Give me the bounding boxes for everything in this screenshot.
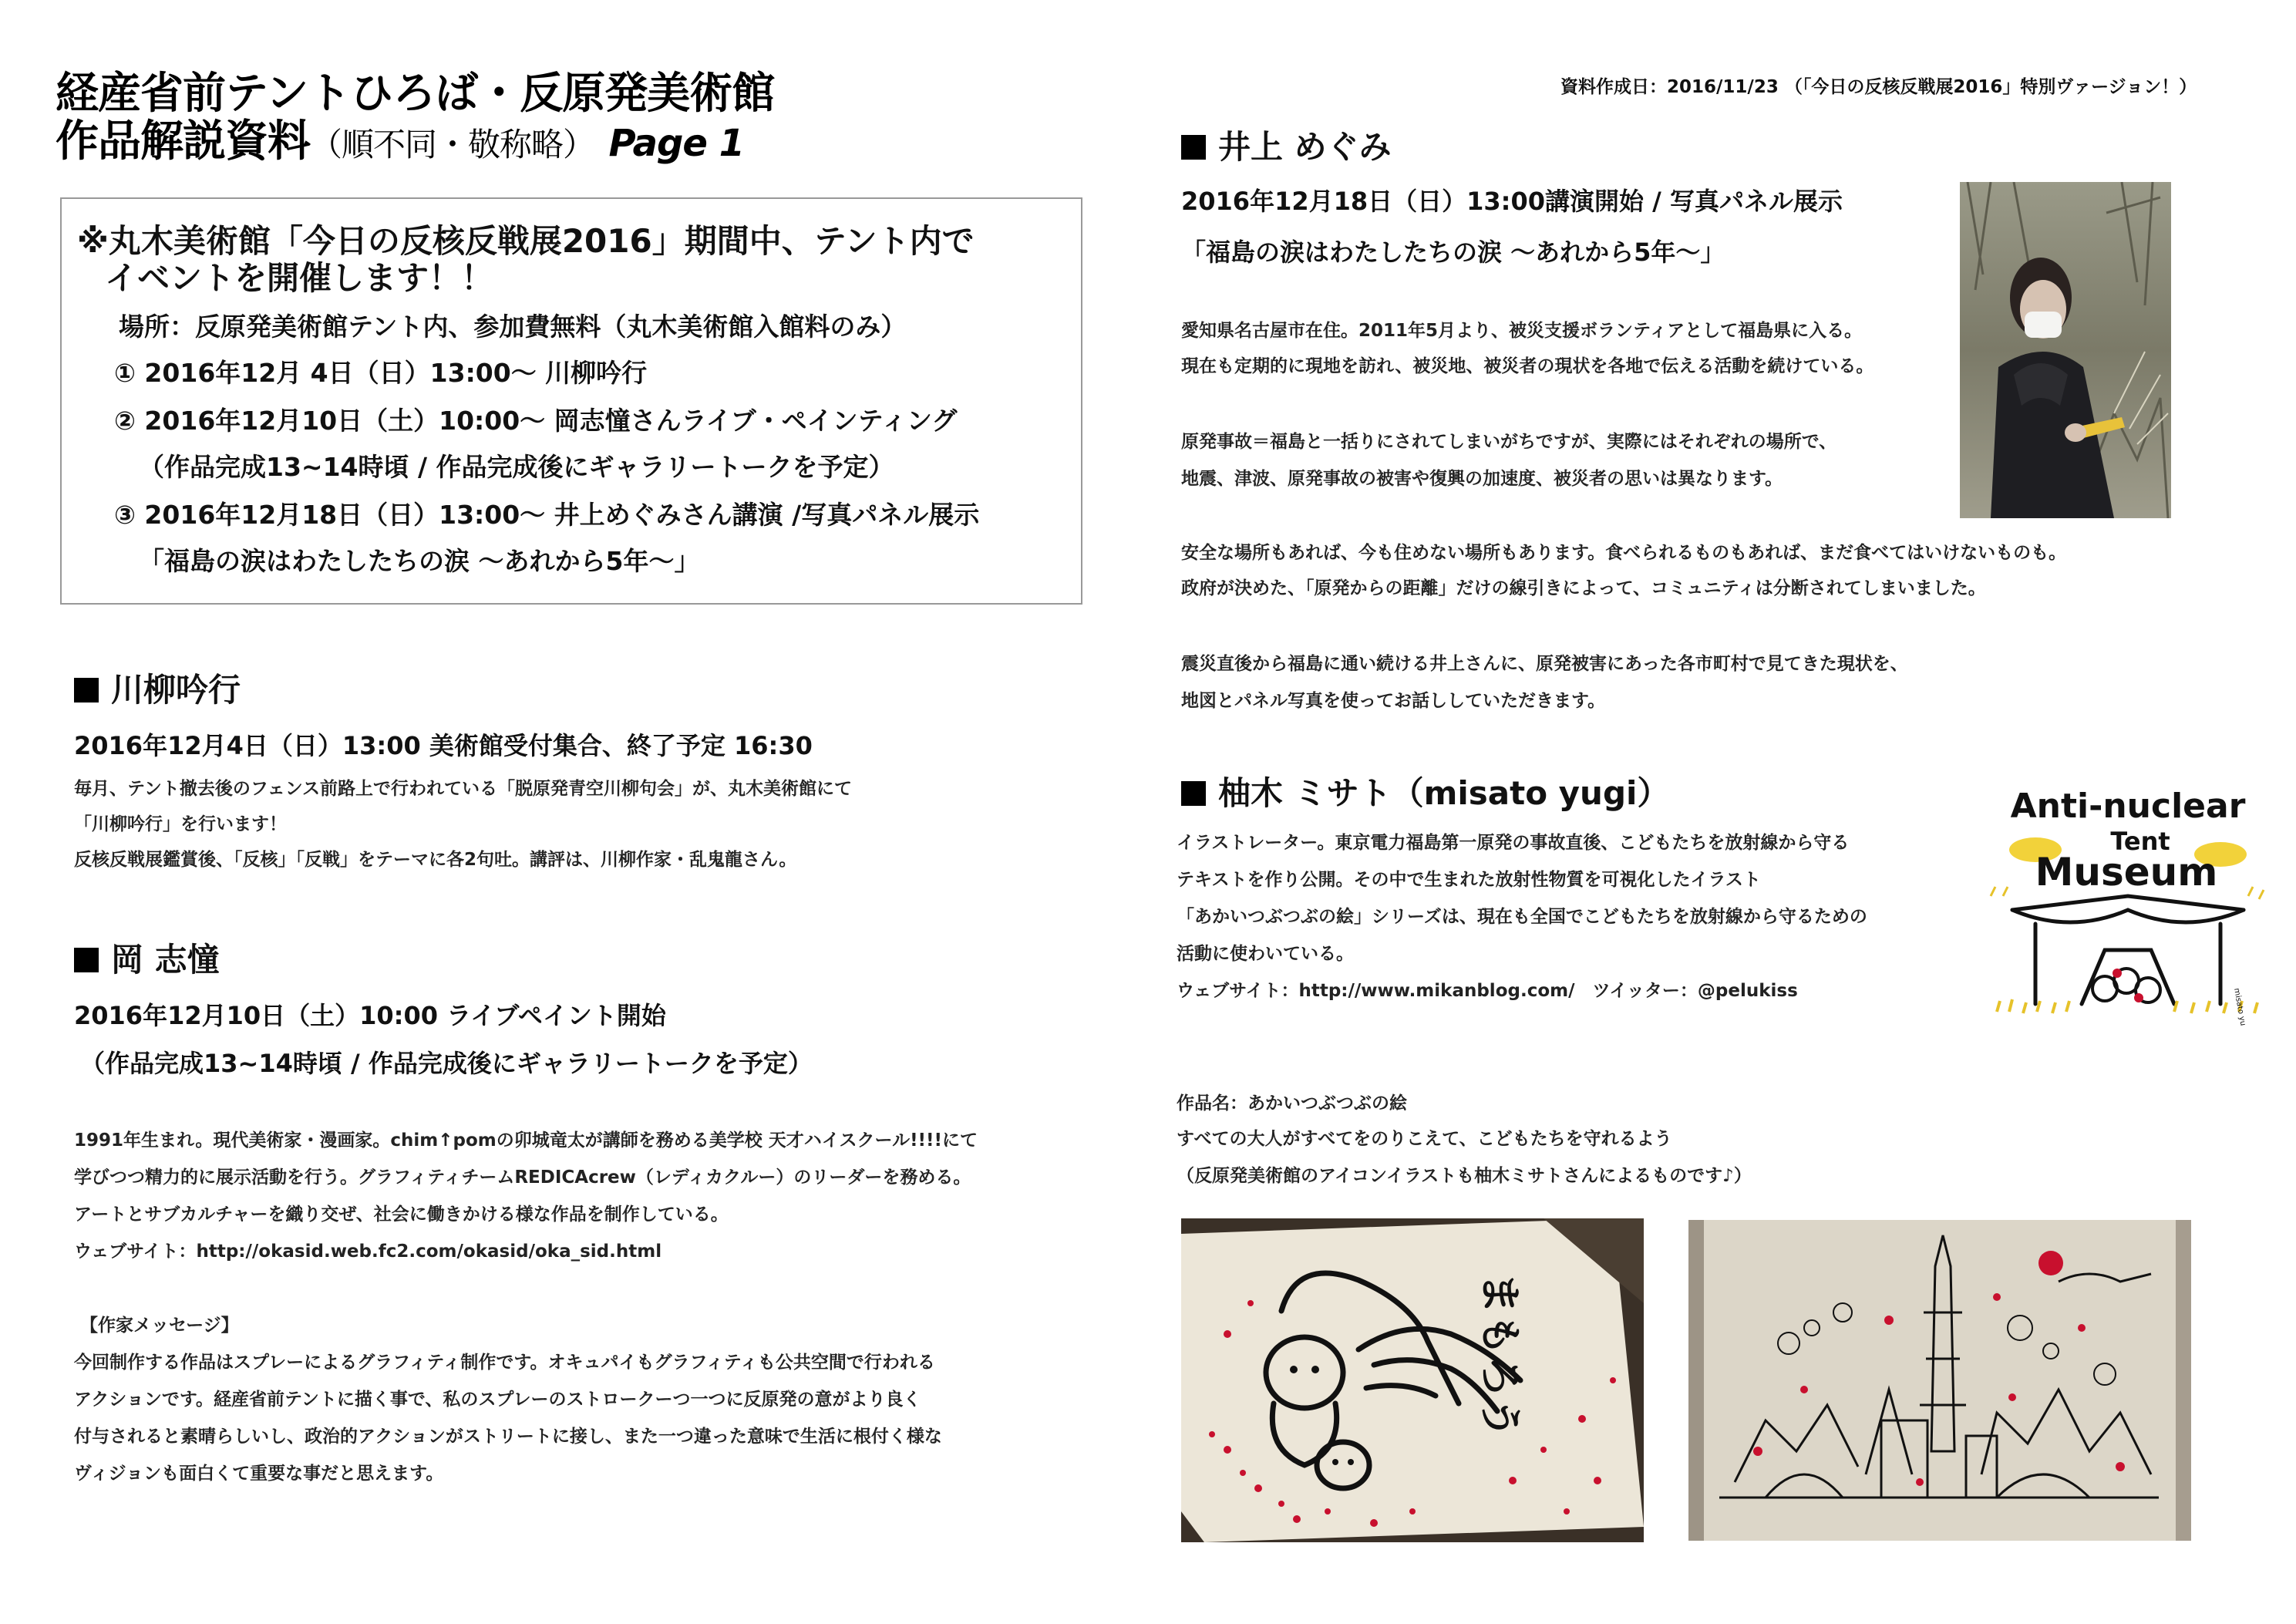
page-title-line1: 経産省前テントひろば・反原発美術館: [56, 69, 775, 119]
senryu-text-1: 毎月、テント撤去後のフェンス前路上で行われている「脱原発青空川柳句会」が、丸木美術館にて: [74, 779, 853, 799]
oka-bio-1: 1991年生まれ。現代美術家・漫画家。chim↑pomの卯城竜太が講師を務める美学校 天才ハイスクール!!!!にて: [74, 1130, 978, 1151]
oka-message-4: ヴィジョンも面白くて重要な事だと思えます。: [74, 1464, 444, 1484]
event-info-box: [60, 197, 1082, 605]
inoue-text-3: 原発事故＝福島と一括りにされてしまいがちですが、実際にはそれぞれの場所で、: [1181, 432, 1837, 452]
section-heading-inoue: 井上 めぐみ: [1181, 122, 1392, 168]
inoue-lecture-title: 「福島の涙はわたしたちの涙 〜あれから5年〜」: [1181, 238, 1725, 267]
inoue-schedule: 2016年12月18日（日）13:00講演開始 / 写真パネル展示: [1181, 187, 1843, 216]
yugi-text-1: イラストレーター。東京電力福島第一原発の事故直後、こどもたちを放射線から守る: [1177, 833, 1850, 853]
yugi-website: ウェブサイト：http://www.mikanblog.com/ ツイッター：@pelukiss: [1177, 981, 1798, 1001]
oka-bio-3: アートとサブカルチャーを織り交ぜ、社会に働きかける様な作品を制作している。: [74, 1205, 729, 1225]
event-item-2: ② 2016年12月10日（土）10:00〜 岡志憧さんライブ・ペインティング: [114, 406, 958, 436]
page-number: Page 1: [608, 122, 745, 165]
yugi-text-3: 「あかいつぶつぶの絵」シリーズは、現在も全国でこどもたちを放射線から守るための: [1177, 907, 1867, 927]
square-bullet-icon: [74, 678, 99, 702]
logo-signature: misato yugi: [2232, 987, 2249, 1026]
artwork-photo-cityscape: [1688, 1220, 2191, 1541]
event-place: 場所：反原発美術館テント内、参加費無料（丸木美術館入館料のみ）: [119, 312, 907, 342]
event-item-1: ① 2016年12月 4日（日）13:00〜 川柳吟行: [114, 358, 648, 388]
yugi-text-4: 活動に使わいている。: [1177, 944, 1354, 964]
event-item-3-note: 「福島の涙はわたしたちの涙 〜あれから5年〜」: [139, 546, 700, 576]
senryu-text-3: 反核反戦展鑑賞後、「反核」「反戦」をテーマに各2句吐。講評は、川柳作家・乱鬼龍さん。: [74, 850, 797, 870]
inoue-text-4: 地震、津波、原発事故の被害や復興の加速度、被災者の思いは異なります。: [1181, 469, 1783, 489]
oka-message-1: 今回制作する作品はスプレーによるグラフィティ制作です。オキュパイもグラフィティも公共空間で行われる: [74, 1353, 935, 1373]
inoue-text-6: 政府が決めた、「原発からの距離」だけの線引きによって、コミュニティは分断されてしまいました。: [1181, 578, 1986, 598]
oka-schedule: 2016年12月10日（土）10:00 ライブペイント開始: [74, 1001, 666, 1030]
square-bullet-icon: [1181, 135, 1206, 160]
anti-nuclear-tent-museum-logo: [1989, 780, 2267, 1026]
artwork-photo-marumoro: [1181, 1218, 1644, 1542]
square-bullet-icon: [1181, 781, 1206, 806]
creation-date-note: 資料作成日：2016/11/23 （「今日の反核反戦展2016」特別ヴァージョン！）: [1560, 77, 2197, 97]
yugi-work-desc: すべての大人がすべてをのりこえて、こどもたちを守れるよう: [1177, 1129, 1672, 1149]
section-heading-yugi: 柚木 ミサト（misato yugi）: [1181, 768, 1669, 814]
section-heading-oka: 岡 志憧: [74, 935, 220, 981]
inoue-text-1: 愛知県名古屋市在住。2011年5月より、被災支援ボランティアとして福島県に入る。: [1181, 321, 1863, 341]
yugi-text-2: テキストを作り公開。その中で生まれた放射性物質を可視化したイラスト: [1177, 870, 1761, 890]
oka-bio-2: 学びつつ精力的に展示活動を行う。グラフィティチームREDICAcrew（レディカクルー）のリーダーを務める。: [74, 1167, 971, 1188]
section-heading-senryu: 川柳吟行: [74, 665, 241, 711]
oka-message-2: アクションです。経産省前テントに描く事で、私のスプレーのストロークーつ一つに反原発の意がより良く: [74, 1390, 921, 1410]
yugi-icon-note: （反原発美術館のアイコンイラストも柚木ミサトさんによるものです♪）: [1177, 1166, 1752, 1186]
oka-website: ウェブサイト：http://okasid.web.fc2.com/okasid/oka_sid.html: [74, 1242, 662, 1262]
event-item-2-note: （作品完成13~14時頃 / 作品完成後にギャラリートークを予定）: [139, 452, 894, 482]
event-box-heading-2: イベントを開催します！！: [105, 259, 494, 297]
oka-message-heading: 【作家メッセージ】: [80, 1316, 239, 1336]
event-box-heading-1: ※丸木美術館「今日の反核反戦展2016」期間中、テント内で: [77, 222, 975, 260]
logo-line3: Museum: [2035, 850, 2218, 895]
artwork-caption: まもろう: [1476, 1272, 1524, 1439]
senryu-text-2: 「川柳吟行」を行います！: [74, 814, 287, 834]
page-title-line2: [56, 117, 744, 170]
logo-line2: Tent: [2110, 827, 2170, 856]
logo-line1: Anti-nuclear: [2010, 787, 2246, 826]
event-item-3: ③ 2016年12月18日（日）13:00〜 井上めぐみさん講演 /写真パネル展示: [114, 500, 980, 530]
title-main: 作品解説資料: [56, 116, 310, 167]
oka-message-3: 付与されると素晴らしいし、政治的アクションがストリートに接し、また一つ違った意味で生活に根付く様な: [74, 1427, 942, 1447]
title-sub: （順不同・敬称略）: [310, 126, 595, 163]
inoue-text-7: 震災直後から福島に通い続ける井上さんに、原発被害にあった各市町村で見てきた現状を、: [1181, 654, 1908, 674]
inoue-portrait-photo: [1960, 182, 2171, 518]
oka-schedule-note: （作品完成13~14時頃 / 作品完成後にギャラリートークを予定）: [80, 1049, 813, 1078]
square-bullet-icon: [74, 948, 99, 972]
inoue-text-2: 現在も定期的に現地を訪れ、被災地、被災者の現状を各地で伝える活動を続けている。: [1181, 356, 1874, 376]
inoue-text-8: 地図とパネル写真を使ってお話ししていただきます。: [1181, 691, 1606, 711]
yugi-work-title: 作品名：あかいつぶつぶの絵: [1177, 1093, 1407, 1114]
inoue-text-5: 安全な場所もあれば、今も住めない場所もあります。食べられるものもあれば、まだ食べてはいけないものも。: [1181, 543, 2067, 563]
senryu-schedule: 2016年12月4日（日）13:00 美術館受付集合、終了予定 16:30: [74, 731, 813, 760]
